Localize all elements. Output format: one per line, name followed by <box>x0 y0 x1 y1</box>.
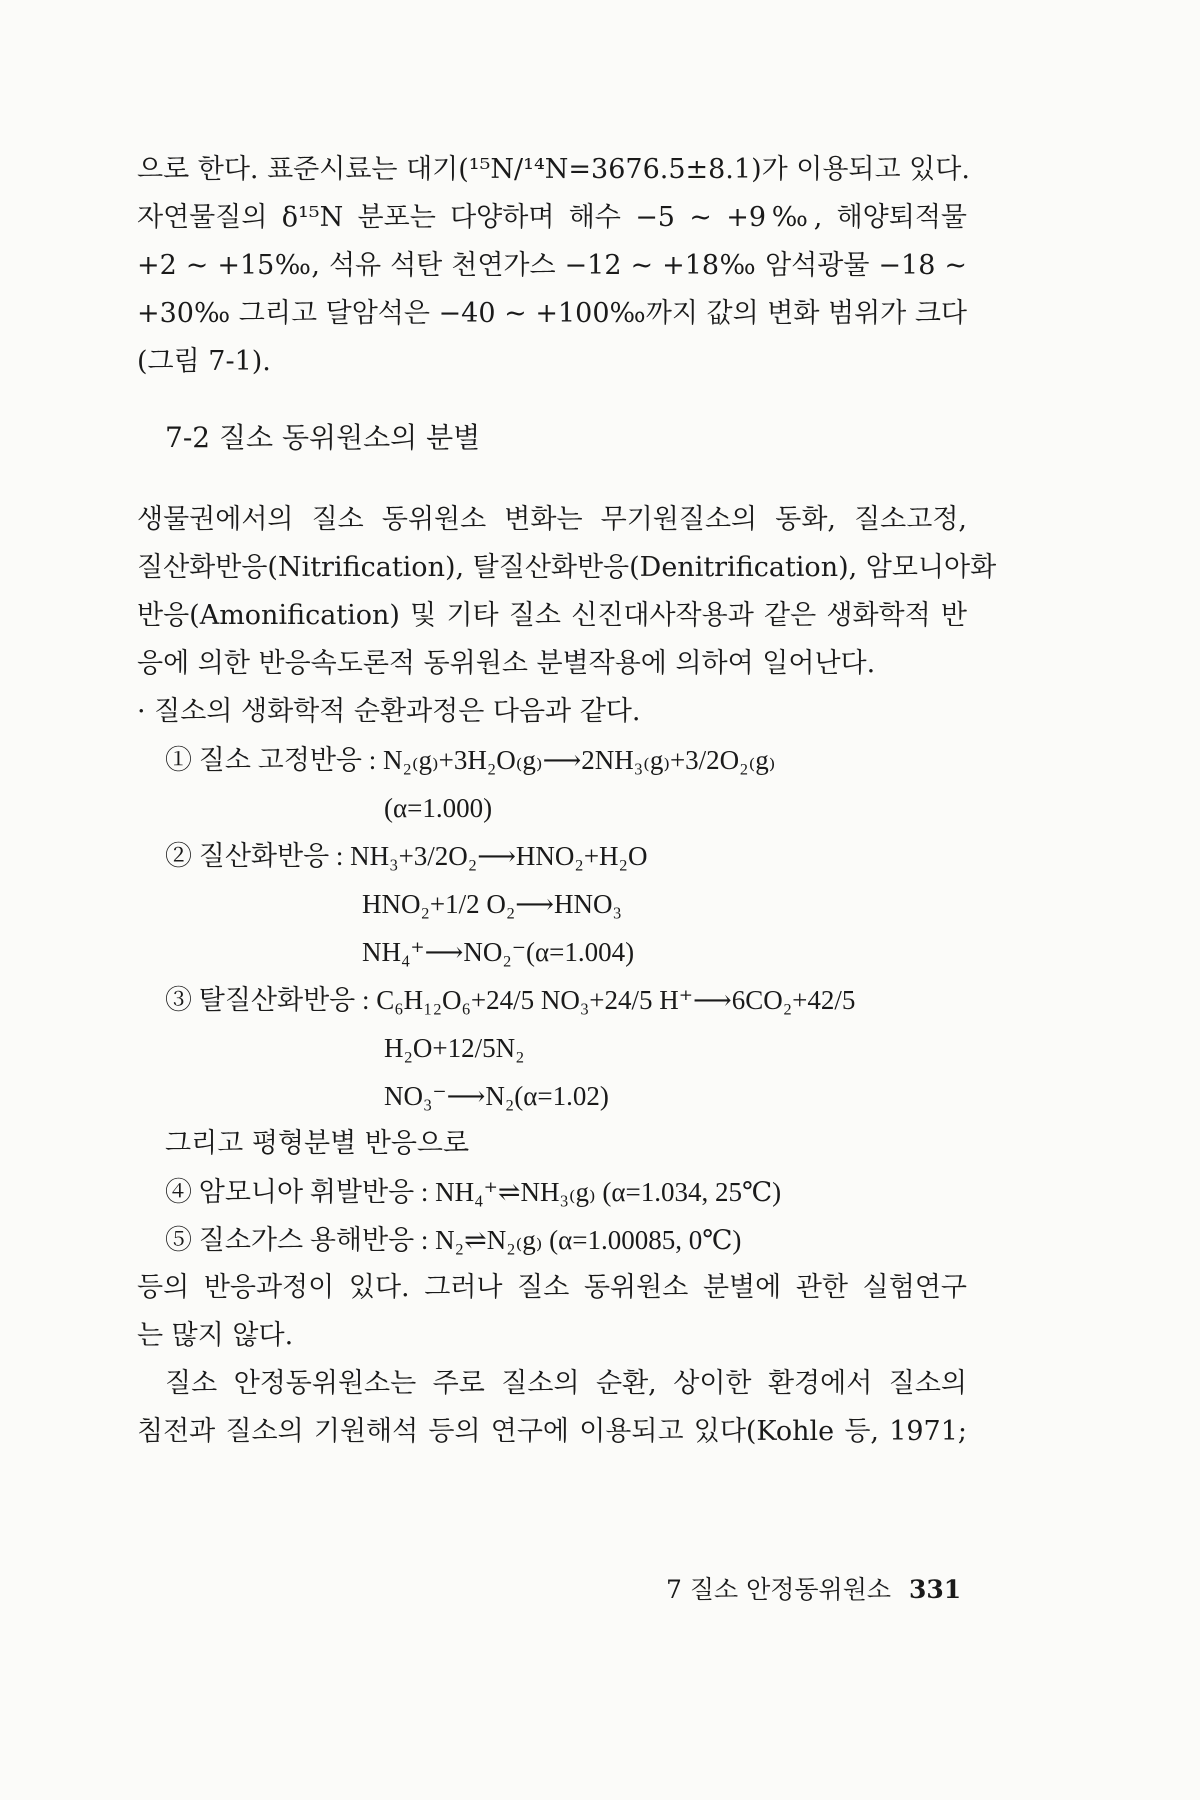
page-number: 331 <box>909 1575 962 1604</box>
paragraph-line: 침전과 질소의 기원해석 등의 연구에 이용되고 있다(Kohle 등, 1971; <box>137 1416 967 1447</box>
reaction-2: ② 질산화반응 : NH₃+3/2O₂⟶HNO₂+H₂O <box>165 841 648 871</box>
paragraph-line: 응에 의한 반응속도론적 동위원소 분별작용에 의하여 일어난다. <box>137 648 876 679</box>
reaction-2-step: NH₄⁺⟶NO₂⁻(α=1.004) <box>362 937 635 967</box>
paragraph-line: +30‰ 그리고 달암석은 −40 ~ +100‰까지 값의 변화 범위가 크다 <box>137 298 967 329</box>
paragraph-line: 으로 한다. 표준시료는 대기(¹⁵N/¹⁴N=3676.5±8.1)가 이용되고 있다. <box>137 154 970 185</box>
paragraph-line: 질소 안정동위원소는 주로 질소의 순환, 상이한 환경에서 질소의 <box>165 1368 967 1399</box>
paragraph-line: (그림 7-1). <box>137 346 271 377</box>
paragraph-line: 반응(Amonification) 및 기타 질소 신진대사작용과 같은 생화학적 반 <box>137 600 967 631</box>
running-title: 7 질소 안정동위원소 <box>666 1575 891 1604</box>
paragraph-line: 자연물질의 δ¹⁵N 분포는 다양하며 해수 −5 ~ +9‰, 해양퇴적물 <box>137 202 967 233</box>
page-footer <box>666 1572 961 1608</box>
paragraph-line: 는 많지 않다. <box>137 1320 294 1351</box>
section-heading: 7-2 질소 동위원소의 분별 <box>165 421 481 454</box>
paragraph-line: +2 ~ +15‰, 석유 석탄 천연가스 −12 ~ +18‰ 암석광물 −18 ~ <box>137 250 967 281</box>
reaction-2-step: HNO₂+1/2 O₂⟶HNO₃ <box>362 889 622 919</box>
cycle-intro: · 질소의 생화학적 순환과정은 다음과 같다. <box>137 696 641 727</box>
reaction-1-alpha: (α=1.000) <box>384 793 493 823</box>
paragraph-line: 생물권에서의 질소 동위원소 변화는 무기원질소의 동화, 질소고정, <box>137 504 967 535</box>
paragraph-line: 질산화반응(Nitrification), 탈질산화반응(Denitrification), 암모니아화 <box>137 552 997 583</box>
reaction-5: ⑤ 질소가스 용해반응 : N₂⇌N₂₍g₎ (α=1.00085, 0℃) <box>165 1225 742 1255</box>
reaction-3-step: NO₃⁻⟶N₂(α=1.02) <box>384 1081 609 1111</box>
paragraph-line: 등의 반응과정이 있다. 그러나 질소 동위원소 분별에 관한 실험연구 <box>137 1272 967 1303</box>
equilibrium-intro: 그리고 평형분별 반응으로 <box>165 1128 470 1159</box>
reaction-3-cont: H₂O+12/5N₂ <box>384 1033 525 1063</box>
reaction-4: ④ 암모니아 휘발반응 : NH₄⁺⇌NH₃₍g₎ (α=1.034, 25℃) <box>165 1177 782 1207</box>
reaction-1: ① 질소 고정반응 : N₂₍g₎+3H₂O₍g₎⟶2NH₃₍g₎+3/2O₂₍g₎ <box>165 745 776 775</box>
reaction-3: ③ 탈질산화반응 : C₆H₁₂O₆+24/5 NO₃+24/5 H⁺⟶6CO₂+42/5 <box>165 985 856 1015</box>
